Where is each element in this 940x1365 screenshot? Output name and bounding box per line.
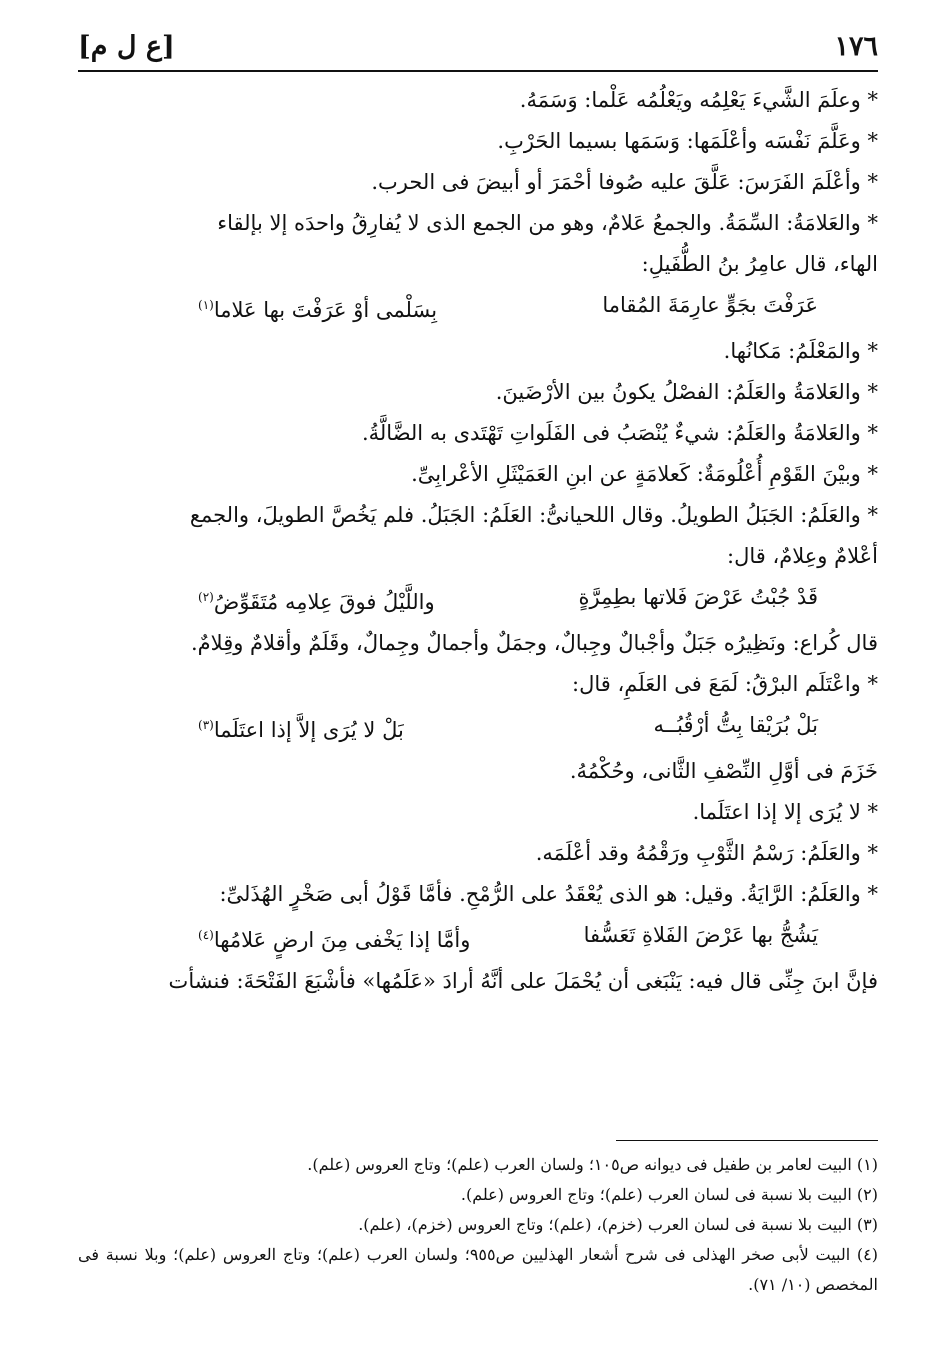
text-line: * وعلَمَ الشَّيءَ يَعْلِمُه ويَعْلُمُه عَلْما: وَسَمَهُ. bbox=[519, 88, 878, 112]
entry-body bbox=[78, 80, 878, 1002]
verse-line bbox=[78, 577, 878, 623]
text-line: * وعَلَّمَ نَفْسَه وأعْلَمَها: وَسَمَها بسيما الحَرْبِ. bbox=[497, 129, 878, 153]
verse-first-hemistich: يَشُجُّ بها عَرْضَ الفَلاةِ تَعَسُّفا bbox=[583, 923, 818, 947]
verse-first-hemistich: بَلْ بُرَيْقا بِتُّ أرْقُبُــه bbox=[653, 713, 818, 737]
root-label: [ع ل م] bbox=[78, 31, 175, 62]
footnote-reference: (١) bbox=[198, 298, 214, 312]
verse-second-text: بَلْ لا يُرَى إلاَّ إذا اعتَلَما bbox=[213, 718, 404, 742]
verse-second-hemistich bbox=[198, 577, 435, 623]
text-line: * والعَلَمُ: رَسْمُ الثَّوْبِ ورَقْمُهُ وقد أعْلَمَه. bbox=[535, 841, 878, 865]
verse-second-text: بِسَلْمى أوْ عَرَفْتَ بها عَلاما bbox=[213, 298, 438, 322]
text-line: قال كُراع: ونَظِيرُه جَبَلٌ وأجْبالٌ وجِبالٌ، وجمَلٌ وأجمالٌ وجِمالٌ، وقَلَمٌ وأقلامٌ وقِلامٌ. bbox=[190, 631, 878, 655]
text-line: * وأعْلَمَ الفَرَسَ: عَلَّقَ عليه صُوفا أحْمَرَ أو أبيضَ فى الحرب. bbox=[371, 170, 878, 194]
header-rule bbox=[78, 70, 878, 72]
text-line: * واعْتَلَم البرْقُ: لَمَعَ فى العَلَمِ، قال: bbox=[572, 672, 878, 696]
verse-line bbox=[78, 285, 878, 331]
text-line: فإنَّ ابنَ جِنِّى قال فيه: يَنْبَغى أن يُحْمَلَ على أنَّهُ أرادَ «عَلَمُها» فأشْبَعَ الفَتْحَةَ: فنشأت bbox=[168, 969, 878, 993]
footnote: (٢) البيت بلا نسبة فى لسان العرب (علم)؛ وتاج العروس (علم). bbox=[460, 1185, 878, 1204]
footnote-reference: (٢) bbox=[198, 590, 214, 604]
verse-first-hemistich: قَدْ جُبْتُ عَرْضَ فَلاتها بطِمِرَّةٍ bbox=[578, 585, 818, 609]
verse-second-hemistich bbox=[198, 285, 437, 331]
text-line: * والعَلامَةُ والعَلَمُ: الفصْلُ يكونُ بين الأرْضَينَ. bbox=[495, 380, 878, 404]
text-line: * والعَلامَةُ: السِّمَةُ. والجمعُ عَلامٌ، وهو من الجمع الذى لا يُفارِقُ واحدَه إلا بإلقاء bbox=[217, 211, 878, 235]
footnote-rule bbox=[616, 1140, 878, 1141]
text-line: * والعَلَمُ: الرَّايَةُ. وقيل: هو الذى يُعْقَدُ على الرُّمْحِ. فأمَّا قَوْلُ أبى صَخْرٍ الهُذَلىِّ: bbox=[219, 882, 878, 906]
verse-second-text: واللَّيْلُ فوقَ عِلامِه مُتَقَوِّضُ bbox=[213, 590, 435, 614]
text-line: * والمَعْلَمُ: مَكانُها. bbox=[723, 339, 878, 363]
dictionary-page bbox=[78, 28, 878, 1348]
footnote: (١) البيت لعامر بن طفيل فى ديوانه ص١٠٥؛ ولسان العرب (علم)؛ وتاج العروس (علم). bbox=[307, 1155, 878, 1174]
page-number: ١٧٦ bbox=[834, 31, 878, 62]
footnotes bbox=[78, 1150, 878, 1300]
text-line: * لا يُرَى إلا إذا اعتَلَما. bbox=[692, 800, 878, 824]
footnote: (٤) البيت لأبى صخر الهذلى فى شرح أشعار الهذليين ص٩٥٥؛ ولسان العرب (علم)؛ وتاج العروس (علم)؛ وبلا نسبة فى المخصص (١٠/ ٧١). bbox=[78, 1245, 879, 1294]
footnote-reference: (٤) bbox=[198, 928, 214, 942]
running-head bbox=[78, 28, 878, 66]
text-line: * وبيْنَ القَوْمِ أُعْلُومَةٌ: كَعلامَةٍ عن ابنِ العَمَيْثَلِ الأعْرابِىِّ. bbox=[411, 462, 878, 486]
text-line: أعْلامٌ وعِلامٌ، قال: bbox=[727, 544, 878, 568]
text-line: خَزَمَ فى أوَّلِ النِّصْفِ الثَّانى، وحُكْمُهُ. bbox=[569, 759, 878, 783]
verse-second-hemistich bbox=[198, 915, 470, 961]
verse-second-text: وأمَّا إذا يَخْفى مِنَ ارضٍ عَلامُها bbox=[213, 928, 471, 952]
text-line: الهاء، قال عامِرُ بنُ الطُّفَيلِ: bbox=[641, 252, 878, 276]
text-line: * والعَلامَةُ والعَلَمُ: شيءٌ يُنْصَبُ فى الفَلَواتِ تَهْتَدى به الضَّالَّةُ. bbox=[361, 421, 878, 445]
verse-line bbox=[78, 915, 878, 961]
footnote-reference: (٣) bbox=[198, 718, 214, 732]
footnote: (٣) البيت بلا نسبة فى لسان العرب (خزم)، (علم)؛ وتاج العروس (خزم)، (علم). bbox=[358, 1215, 878, 1234]
verse-line bbox=[78, 705, 878, 751]
text-line: * والعَلَمُ: الجَبَلُ الطويلُ. وقال اللحيانىُّ: العَلَمُ: الجَبَلُ. فلم يَخُصَّ الطويلَ، والجمع bbox=[189, 503, 878, 527]
verse-second-hemistich bbox=[198, 705, 404, 751]
verse-first-hemistich: عَرَفْتَ بجَوٍّ عارِمَةَ المُقاما bbox=[602, 293, 818, 317]
